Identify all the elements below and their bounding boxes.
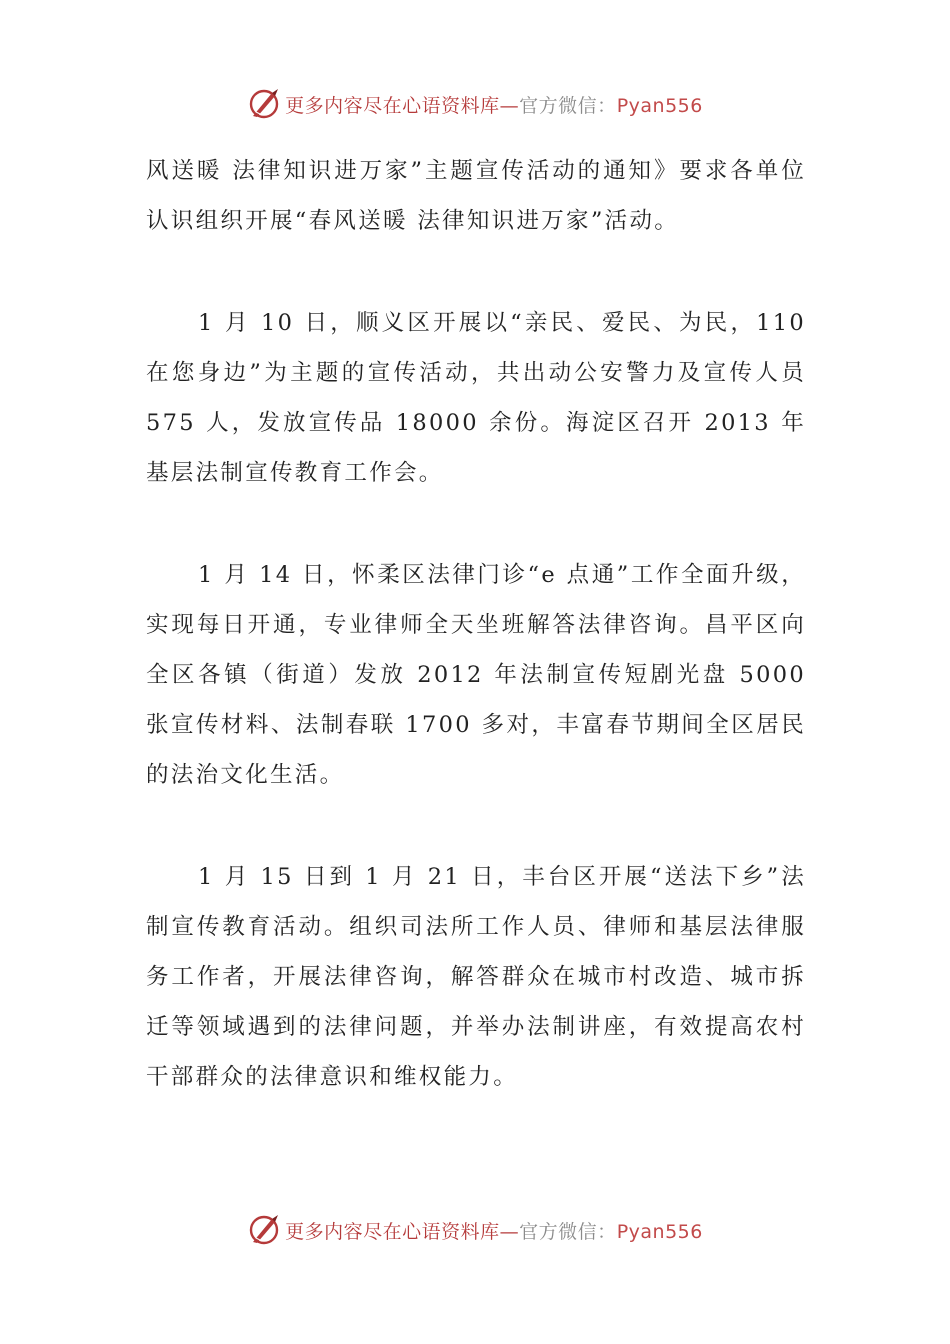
watermark-header <box>0 84 950 124</box>
document-body <box>146 146 806 1102</box>
paragraph-gap <box>146 246 806 298</box>
watermark-wechat-id: Pyan556 <box>616 94 703 117</box>
watermark-site-text: 更多内容尽在心语资料库 <box>285 1220 500 1243</box>
paragraph-jan-10: 1 月 10 日，顺义区开展以“亲民、爱民、为民，110 在您身边”为主题的宣传活动，共出动公安警力及宣传人员 575 人，发放宣传品 18000 余份。海淀区召开 2013 年基层法制宣传教育工作会。 <box>146 310 806 486</box>
watermark-site-text: 更多内容尽在心语资料库 <box>285 94 500 117</box>
paragraph-continuation: 风送暖 法律知识进万家”主题宣传活动的通知》要求各单位认识组织开展“春风送暖 法律知识进万家”活动。 <box>146 158 806 234</box>
watermark-dash: — <box>499 94 520 117</box>
watermark-wechat-label: 官方微信： <box>519 1220 617 1243</box>
paragraph-gap <box>146 800 806 852</box>
watermark-wechat-id: Pyan556 <box>616 1220 703 1243</box>
paragraph-jan-15-21: 1 月 15 日到 1 月 21 日，丰台区开展“送法下乡”法制宣传教育活动。组织司法所工作人员、律师和基层法律服务工作者，开展法律咨询，解答群众在城市村改造、城市拆迁等领域遇到的法律问题，并举办法制讲座，有效提高农村干部群众的法律意识和维权能力。 <box>146 864 806 1090</box>
paragraph-gap <box>146 498 806 550</box>
watermark-wechat-label: 官方微信： <box>519 94 617 117</box>
watermark-footer <box>0 1210 950 1250</box>
watermark-dash: — <box>499 1220 520 1243</box>
paragraph-jan-14: 1 月 14 日，怀柔区法律门诊“e 点通”工作全面升级，实现每日开通，专业律师全天坐班解答法律咨询。昌平区向全区各镇（街道）发放 2012 年法制宣传短剧光盘 5000 张宣传材料、法制春联 1700 多对，丰富春节期间全区居民的法治文化生活。 <box>146 562 806 788</box>
quill-pen-logo-icon <box>247 1213 281 1247</box>
quill-pen-logo-icon <box>247 87 281 121</box>
